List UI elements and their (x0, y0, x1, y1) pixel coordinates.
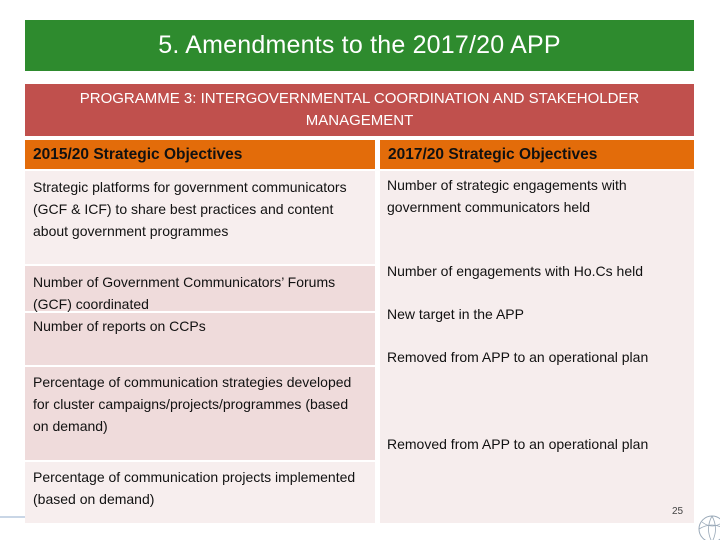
column-header-2015-20: 2015/20 Strategic Objectives (25, 140, 375, 169)
left-cell-communication-strategies: Percentage of communication strategies developed for cluster campaigns/projects/programmes (based on demand) (25, 367, 375, 460)
right-column-panel (380, 171, 694, 523)
page-number: 25 (672, 506, 684, 517)
left-cell-strategic-platforms: Strategic platforms for government communicators (GCF & ICF) to share best practices and content about government programmes (25, 171, 375, 264)
slide-title: 5. Amendments to the 2017/20 APP (25, 20, 694, 71)
globe-logo-icon (690, 505, 720, 540)
programme-heading: PROGRAMME 3: INTERGOVERNMENTAL COORDINATION AND STAKEHOLDER MANAGEMENT (25, 84, 694, 136)
column-header-2017-20: 2017/20 Strategic Objectives (380, 140, 694, 169)
right-cell-new-target: New target in the APP (387, 306, 524, 322)
right-cell-hocs-engagements: Number of engagements with Ho.Cs held (387, 263, 644, 279)
right-cell-strategic-engagements: Number of strategic engagements with government communicators held (387, 177, 627, 215)
right-cell-removed-strategies: Removed from APP to an operational plan (387, 349, 649, 365)
left-cell-gcf-coordinated: Number of Government Communicators’ Forums (GCF) coordinated (25, 266, 375, 311)
right-cell-removed-projects: Removed from APP to an operational plan (387, 436, 649, 452)
left-cell-reports-ccps: Number of reports on CCPs (25, 313, 375, 365)
objectives-table (25, 140, 694, 523)
footer-accent-line (0, 516, 25, 518)
left-cell-communication-projects: Percentage of communication projects implemented (based on demand) (25, 462, 375, 523)
